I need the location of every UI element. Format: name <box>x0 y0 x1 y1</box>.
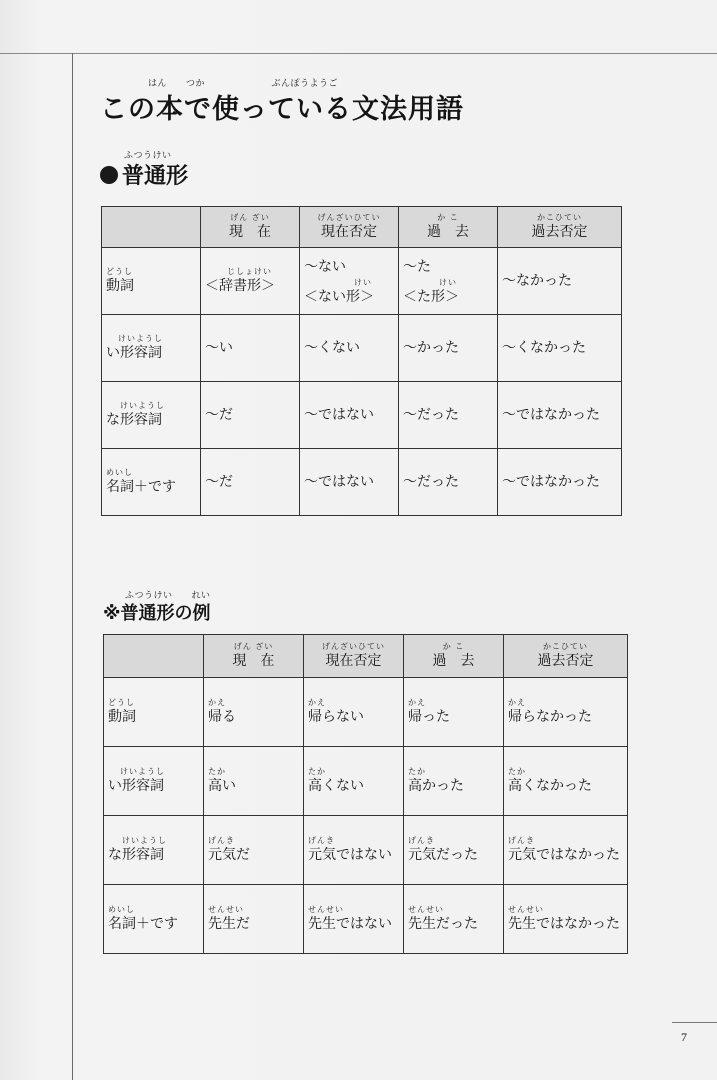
table-cell <box>498 248 622 315</box>
cell-line: 〜ではなかった <box>502 407 600 423</box>
table-cell <box>201 449 300 516</box>
column-header <box>201 207 300 248</box>
cell-text: 帰らない <box>308 709 364 725</box>
cell-line: 〜ではなかった <box>502 474 600 490</box>
table-cell <box>399 449 498 516</box>
table-cell <box>300 382 399 449</box>
table-row <box>102 382 622 449</box>
table-cell <box>498 382 622 449</box>
table-header-row <box>104 635 628 678</box>
table-corner-cell <box>102 207 201 248</box>
row-ruby: けいようし <box>122 836 167 845</box>
plain-form-examples-table <box>103 634 628 954</box>
cell-text: 帰った <box>408 709 450 725</box>
header-ruby: か こ <box>437 213 459 222</box>
section-ruby: ふつうけい <box>124 151 172 161</box>
row-label: 名詞＋です <box>108 916 178 932</box>
section-heading-block <box>100 148 188 190</box>
column-header <box>498 207 622 248</box>
column-header <box>399 207 498 248</box>
cell-ruby: げんき <box>308 836 335 845</box>
row-ruby: めいし <box>108 905 135 914</box>
cell-ruby: たか <box>308 767 326 776</box>
cell-text: 先生だ <box>208 916 250 932</box>
table-cell <box>504 816 628 885</box>
table-corner-cell <box>104 635 204 678</box>
cell-ruby: じしょけい <box>227 267 272 276</box>
cell-text: 先生だった <box>408 916 478 932</box>
column-header <box>204 635 304 678</box>
cell-line: 〜だった <box>403 474 459 490</box>
column-header <box>300 207 399 248</box>
row-label: い形容詞 <box>108 778 164 794</box>
cell-ruby: せんせい <box>208 905 244 914</box>
row-header <box>102 315 201 382</box>
page-title: この本で使っている文法用語 <box>100 94 464 125</box>
header-ruby: げんざいひてい <box>317 213 381 222</box>
cell-line: 〜た <box>403 259 431 275</box>
cell-ruby: たか <box>508 767 526 776</box>
table-cell <box>399 315 498 382</box>
cell-ruby: げんき <box>408 836 435 845</box>
table-cell <box>304 885 404 954</box>
cell-text: 元気ではなかった <box>508 847 620 863</box>
header-text: 現在否定 <box>321 224 377 240</box>
table-cell <box>304 678 404 747</box>
cell-line: 〜ない <box>304 259 346 275</box>
cell-line: 〜なかった <box>502 273 572 289</box>
row-header <box>102 382 201 449</box>
header-ruby: かこひてい <box>543 642 588 651</box>
header-ruby: げん ざい <box>230 213 270 222</box>
table-row <box>102 315 622 382</box>
cell-line: 〜だ <box>205 407 233 423</box>
table-cell <box>201 248 300 315</box>
table-row <box>104 816 628 885</box>
cell-ruby: げんき <box>208 836 235 845</box>
example-heading-block <box>103 588 211 625</box>
cell-line: 〜い <box>205 340 233 356</box>
row-ruby: けいようし <box>120 401 165 410</box>
table-header-row <box>102 207 622 248</box>
row-label: い形容詞 <box>106 345 162 361</box>
table-cell <box>498 449 622 516</box>
plain-form-table <box>101 206 622 516</box>
row-ruby: どうし <box>108 698 135 707</box>
row-label: 動詞 <box>106 278 134 294</box>
table-cell <box>204 747 304 816</box>
bullet-icon <box>100 166 118 184</box>
cell-text: 元気だった <box>408 847 478 863</box>
cell-text: 先生ではない <box>308 916 392 932</box>
header-text: 過去否定 <box>531 224 588 240</box>
table-cell <box>304 816 404 885</box>
table-cell <box>404 747 504 816</box>
cell-text: 先生ではなかった <box>508 916 620 932</box>
row-label: な形容詞 <box>108 847 164 863</box>
margin-rule <box>72 53 73 1080</box>
cell-text: 高くない <box>308 778 364 794</box>
example-heading: ※普通形の例 <box>103 603 211 624</box>
title-ruby: はん つか ぶんぽうようご <box>148 79 339 89</box>
page-number: 7 <box>681 1030 687 1044</box>
row-label: 動詞 <box>108 709 136 725</box>
table-cell <box>300 315 399 382</box>
table-cell <box>498 315 622 382</box>
header-ruby: げんざいひてい <box>322 642 385 651</box>
row-header <box>104 885 204 954</box>
table-cell <box>404 816 504 885</box>
table-cell <box>399 382 498 449</box>
header-ruby: かこひてい <box>537 213 582 222</box>
cell-line: 〜くない <box>304 340 360 356</box>
cell-line: 〜ではない <box>304 407 374 423</box>
cell-line: 〜かった <box>403 340 459 356</box>
table-cell <box>504 678 628 747</box>
cell-ruby: せんせい <box>308 905 344 914</box>
cell-ruby: かえ <box>208 698 226 707</box>
table-cell <box>404 885 504 954</box>
table-cell <box>300 449 399 516</box>
row-header <box>104 816 204 885</box>
cell-ruby: せんせい <box>408 905 444 914</box>
row-header <box>102 449 201 516</box>
cell-ruby: かえ <box>408 698 426 707</box>
title-block <box>100 76 464 126</box>
cell-line: 〜ではない <box>304 474 374 490</box>
cell-ruby: かえ <box>508 698 526 707</box>
table-row <box>102 248 622 315</box>
table-cell <box>304 747 404 816</box>
table-row <box>102 449 622 516</box>
cell-line: 〜くなかった <box>502 340 586 356</box>
table-cell <box>201 382 300 449</box>
cell-text: 帰る <box>208 709 236 725</box>
section-heading-text: 普通形 <box>122 164 189 189</box>
row-ruby: どうし <box>106 267 133 276</box>
cell-line: ＜辞書形＞ <box>205 278 275 294</box>
row-ruby: けいようし <box>120 767 165 776</box>
table-cell <box>204 885 304 954</box>
column-header <box>404 635 504 678</box>
table-cell <box>201 315 300 382</box>
column-header <box>504 635 628 678</box>
cell-ruby: たか <box>208 767 226 776</box>
cell-text: 高くなかった <box>508 778 592 794</box>
row-ruby: めいし <box>106 468 133 477</box>
header-text: 現 在 <box>229 224 271 240</box>
header-text: 現在否定 <box>325 653 382 669</box>
header-text: 過 去 <box>427 224 469 240</box>
table-cell <box>204 816 304 885</box>
row-label: 名詞＋です <box>106 479 176 495</box>
cell-ruby: けい <box>354 278 372 287</box>
header-ruby: げん ざい <box>233 642 274 651</box>
table-cell <box>204 678 304 747</box>
cell-ruby: けい <box>439 278 457 287</box>
cell-text: 高かった <box>408 778 464 794</box>
table-row <box>104 678 628 747</box>
header-text: 過 去 <box>432 653 475 669</box>
example-ruby: ふつうけい れい <box>125 591 211 601</box>
cell-ruby: かえ <box>308 698 326 707</box>
cell-text: 元気ではない <box>308 847 392 863</box>
table-cell <box>504 747 628 816</box>
cell-text: 高い <box>208 778 236 794</box>
cell-line: ＜た形＞ <box>403 289 459 305</box>
page-number-rule <box>672 1022 717 1023</box>
table-cell <box>399 248 498 315</box>
cell-text: 帰らなかった <box>508 709 592 725</box>
row-label: な形容詞 <box>106 412 162 428</box>
header-ruby: か こ <box>442 642 465 651</box>
cell-line: 〜だ <box>205 474 233 490</box>
cell-ruby: げんき <box>508 836 535 845</box>
header-text: 現 在 <box>232 653 275 669</box>
table-cell <box>504 885 628 954</box>
table-cell <box>404 678 504 747</box>
column-header <box>304 635 404 678</box>
header-text: 過去否定 <box>537 653 594 669</box>
cell-ruby: たか <box>408 767 426 776</box>
row-header <box>102 248 201 315</box>
cell-ruby: せんせい <box>508 905 544 914</box>
row-ruby: けいようし <box>118 334 163 343</box>
cell-text: 元気だ <box>208 847 250 863</box>
cell-line: ＜ない形＞ <box>304 289 374 305</box>
table-row <box>104 747 628 816</box>
section-heading <box>100 159 188 190</box>
row-header <box>104 678 204 747</box>
header-rule <box>0 53 717 54</box>
table-cell <box>300 248 399 315</box>
table-row <box>104 885 628 954</box>
row-header <box>104 747 204 816</box>
cell-line: 〜だった <box>403 407 459 423</box>
